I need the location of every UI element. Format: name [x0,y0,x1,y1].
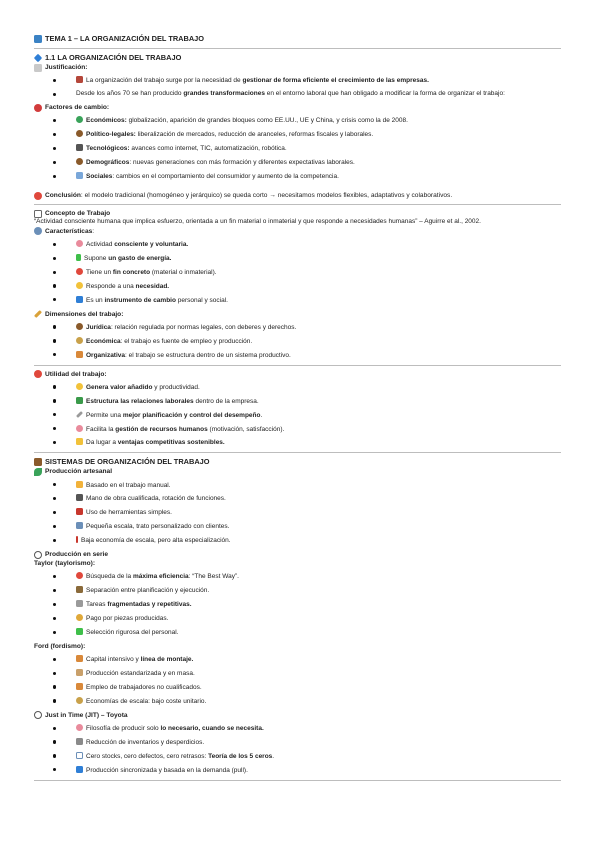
check-icon [76,628,83,635]
target-icon [76,572,83,579]
worker-icon [76,683,83,690]
list-item: Organizativa: el trabajo se estructura dentro de un sistema productivo. [34,351,561,361]
list-item: Selección rigurosa del personal. [34,628,561,638]
list-item: Permite una mejor planificación y control del desempeño. [34,411,561,421]
refresh-icon [76,296,83,303]
clock-icon [34,711,42,719]
city-icon [76,172,83,179]
list-item: Pequeña escala, trato personalizado con clientes. [34,522,561,532]
gear-icon [76,697,83,704]
divider [34,204,561,205]
list-item: Tiene un fin concreto (material o inmaterial). [34,268,561,278]
toolbox-icon [76,508,83,515]
list-item: Estructura las relaciones laborales dentro de la empresa. [34,397,561,407]
people-icon [76,158,83,165]
bar-icon [76,536,78,543]
artesanal-list [34,481,561,546]
lightbulb-icon [76,282,83,289]
list-item: Económica: el trabajo es fuente de empleo y producción. [34,337,561,347]
lightbulb-icon [76,383,83,390]
brain-icon [76,240,83,247]
factory-icon [76,655,83,662]
factores-heading: Factores de cambio: [34,103,561,112]
pin-icon [34,104,42,112]
memo-icon [34,210,42,218]
list-item: Tareas fragmentadas y repetitivas. [34,600,561,610]
target-icon [34,192,42,200]
building-icon [76,76,83,83]
list-item: Basado en el trabajo manual. [34,481,561,491]
worker-icon [76,494,83,501]
utilidad-list [34,383,561,448]
tools-icon [76,738,83,745]
list-item: Demográficos: nuevas generaciones con más formación y diferentes expectativas laborales. [34,158,561,168]
list-item: Tecnológicos: avances como internet, TIC, automatización, robótica. [34,144,561,154]
gear-icon [76,337,83,344]
people-icon [76,586,83,593]
brain-icon [76,724,83,731]
list-item: Economías de escala: bajo coste unitario. [34,697,561,707]
list-item: Búsqueda de la máxima eficiencia: “The Best Way”. [34,572,561,582]
factory-icon [34,458,42,466]
scales-icon [76,130,83,137]
section-title-1-1: 1.1 LA ORGANIZACIÓN DEL TRABAJO [34,53,561,63]
brain-icon [76,425,83,432]
list-item: Filosofía de producir solo lo necesario, cuando se necesita. [34,724,561,734]
list-item: Baja economía de escala, pero alta especialización. [34,536,561,546]
refresh-icon [76,766,83,773]
list-item: Separación entre planificación y ejecución. [34,586,561,596]
taylor-list [34,572,561,637]
document-icon [34,64,42,72]
list-item: Pago por piezas producidas. [34,614,561,624]
list-item: Es un instrumento de cambio personal y social. [34,296,561,306]
jit-heading: Just in Time (JIT) – Toyota [34,711,561,720]
list-item: Económicos: globalización, aparición de grandes bloques como EE.UU., UE y China, y crisis como la de 2008. [34,116,561,126]
serie-heading: Producción en serie [34,550,561,559]
factory-icon [76,351,83,358]
caracteristicas-heading: Características: [34,227,561,236]
concepto-heading: Concepto de Trabajo [34,209,561,218]
list-item: La organización del trabajo surge por la necesidad de gestionar de forma eficiente el crecimiento de las empresas. [34,76,561,86]
list-item: Desde los años 70 se han producido grandes transformaciones en el entorno laboral que han obligado a modificar la forma de organizar el trabajo: [34,90,561,99]
divider [34,452,561,453]
ruler-icon [34,310,42,318]
list-item: Sociales: cambios en el comportamiento del consumidor y aumento de la competencia. [34,172,561,182]
book-icon [34,35,42,43]
divider [34,365,561,366]
divider [34,780,561,781]
justificacion-heading: Justificación: [34,63,561,72]
chart-icon [76,752,83,759]
list-item: Político-legales: liberalización de mercados, reducción de aranceles, reformas fiscales y laborales. [34,130,561,140]
list-item: Responde a una necesidad. [34,282,561,292]
jit-list [34,724,561,775]
list-item: Mano de obra cualificada, rotación de funciones. [34,494,561,504]
ford-list [34,655,561,706]
conclusion: Conclusión: el modelo tradicional (homogéneo y jerárquico) se queda corto → necesitamos modelos flexibles, adaptativos y colaborativos. [34,192,561,201]
scales-icon [76,323,83,330]
pencil-icon [76,411,83,418]
section-title-sistemas: SISTEMAS DE ORGANIZACIÓN DEL TRABAJO [34,457,561,467]
box-icon [76,669,83,676]
target-icon [76,268,83,275]
list-item: Reducción de inventarios y desperdicios. [34,738,561,748]
money-bag-icon [76,614,83,621]
list-item: Da lugar a ventajas competitivas sostenibles. [34,438,561,448]
taylor-heading: Taylor (taylorismo): [34,560,96,568]
utilidad-heading: Utilidad del trabajo: [34,370,561,379]
justificacion-list [34,76,561,98]
person-icon [76,522,83,529]
caracteristicas-list [34,240,561,305]
divider [34,48,561,49]
trophy-icon [76,438,83,445]
ford-heading: Ford (fordismo): [34,642,86,650]
globe-icon [76,116,83,123]
factores-list [34,116,561,181]
list-item: Actividad consciente y voluntaria. [34,240,561,250]
list-item: Producción estandarizada y en masa. [34,669,561,679]
computer-icon [76,144,83,151]
magnifier-icon [34,227,42,235]
list-item: Facilita la gestión de recursos humanos (motivación, satisfacción). [34,425,561,435]
list-item: Empleo de trabajadores no cualificados. [34,683,561,693]
document-title: TEMA 1 – LA ORGANIZACIÓN DEL TRABAJO [34,34,561,44]
puzzle-icon [76,397,83,404]
dimensiones-heading: Dimensiones del trabajo: [34,310,561,319]
list-item: Capital intensivo y línea de montaje. [34,655,561,665]
gear-icon [34,551,42,559]
stack-icon [76,600,83,607]
hand-icon [76,481,83,488]
target-icon [34,370,42,378]
concepto-quote: “Actividad consciente humana que implica esfuerzo, orientada a un fin material o inmaterial y que responde a necesidades humanas” – Aguirre et al., 2002. [34,218,481,226]
artesanal-heading: Producción artesanal [34,467,561,476]
leaf-icon [34,468,42,476]
list-item: Uso de herramientas simples. [34,508,561,518]
diamond-icon [34,54,42,62]
list-item: Jurídica: relación regulada por normas legales, con deberes y derechos. [34,323,561,333]
list-item: Genera valor añadido y productividad. [34,383,561,393]
dimensiones-list [34,323,561,360]
battery-icon [76,254,81,261]
list-item: Supone un gasto de energía. [34,254,561,264]
list-item: Producción sincronizada y basada en la demanda (pull). [34,766,561,776]
list-item: Cero stocks, cero defectos, cero retrasos: Teoría de los 5 ceros. [34,752,561,762]
